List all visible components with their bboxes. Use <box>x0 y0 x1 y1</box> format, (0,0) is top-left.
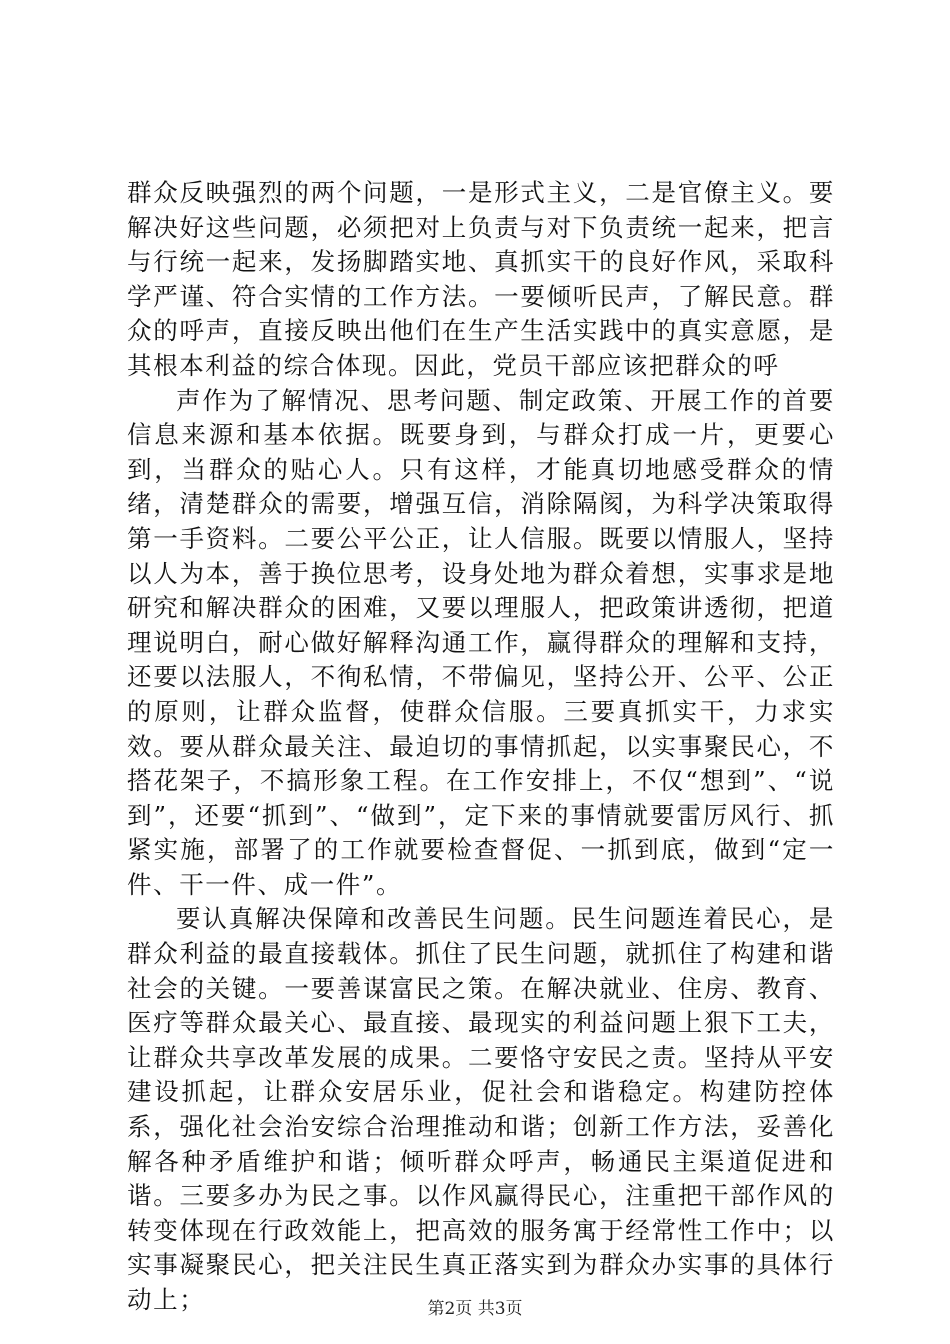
paragraph-3: 要认真解决保障和改善民生问题。民生问题连着民心，是群众利益的最直接载体。抓住了民生问题，就抓住了构建和谐社会的关键。一要善谋富民之策。在解决就业、住房、教育、医疗等群众最关心、最直接、最现实的利益问题上狠下工夫，让群众共享改革发展的成果。二要恪守安民之责。坚持从平安建设抓起，让群众安居乐业，促社会和谐稳定。构建防控体系，强化社会治安综合治理推动和谐；创新工作方法，妥善化解各种矛盾维护和谐；倾听群众呼声，畅通民主渠道促进和谐。三要多办为民之事。以作风赢得民心，注重把干部作风的转变体现在行政效能上，把高效的服务寓于经常性工作中；以实事凝聚民心，把关注民生真正落实到为群众办实事的具体行动上； <box>127 904 835 1314</box>
document-body <box>127 176 835 1318</box>
page-number-footer: 第2页 共3页 <box>427 1299 523 1319</box>
paragraph-1: 群众反映强烈的两个问题，一是形式主义，二是官僚主义。要解决好这些问题，必须把对上负责与对下负责统一起来，把言与行统一起来，发扬脚踏实地、真抓实干的良好作风，采取科学严谨、符合实情的工作方法。一要倾听民声，了解民意。群众的呼声，直接反映出他们在生产生活实践中的真实意愿，是其根本利益的综合体现。因此，党员干部应该把群众的呼 <box>127 178 835 380</box>
paragraph-2: 声作为了解情况、思考问题、制定政策、开展工作的首要信息来源和基本依据。既要身到，与群众打成一片，更要心到，当群众的贴心人。只有这样，才能真切地感受群众的情绪，清楚群众的需要，增强互信，消除隔阂，为科学决策取得第一手资料。二要公平公正，让人信服。既要以情服人，坚持以人为本，善于换位思考，设身处地为群众着想，实事求是地研究和解决群众的困难，又要以理服人，把政策讲透彻，把道理说明白，耐心做好解释沟通工作，赢得群众的理解和支持，还要以法服人，不徇私情，不带偏见，坚持公开、公平、公正的原则，让群众监督，使群众信服。三要真抓实干，力求实效。要从群众最关注、最迫切的事情抓起，以实事聚民心，不搭花架子，不搞形象工程。在工作安排上，不仅“想到”、“说到”，还要“抓到”、“做到”，定下来的事情就要雷厉风行、抓紧实施，部署了的工作就要检查督促、一抓到底，做到“定一件、干一件、成一件”。 <box>127 385 835 899</box>
